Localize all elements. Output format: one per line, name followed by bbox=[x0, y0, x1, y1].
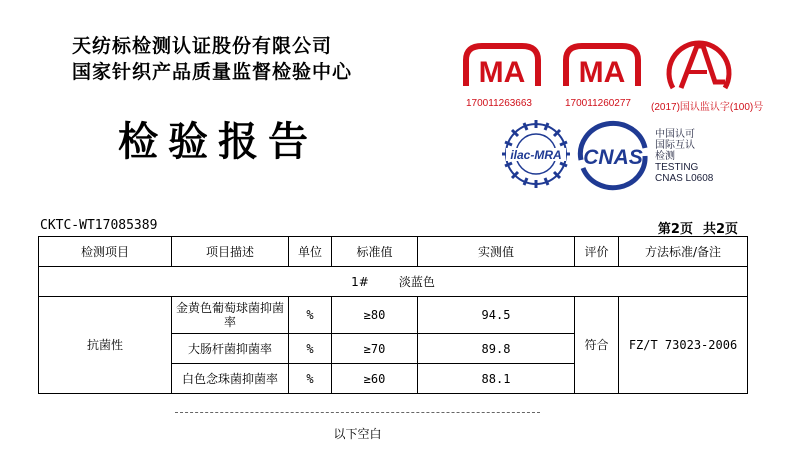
evaluation-cell: 符合 bbox=[575, 297, 619, 394]
cma-logo bbox=[562, 42, 642, 94]
desc-cell: 白色念珠菌抑菌率 bbox=[172, 364, 289, 394]
sample-row bbox=[39, 267, 748, 297]
svg-text:ilac-MRA: ilac-MRA bbox=[510, 148, 562, 162]
col-header: 检测项目 bbox=[39, 237, 172, 267]
measured-cell: 89.8 bbox=[418, 334, 575, 364]
cal-logo bbox=[663, 32, 735, 96]
measured-cell: 88.1 bbox=[418, 364, 575, 394]
cal-number: (2017)国认监认字(100)号 bbox=[651, 102, 764, 113]
sample-id: 1# bbox=[351, 274, 369, 289]
svg-text:CNAS: CNAS bbox=[583, 146, 643, 169]
blank-divider bbox=[175, 412, 540, 413]
table-row bbox=[39, 297, 748, 334]
org-name-line1: 天纺标检测认证股份有限公司 bbox=[72, 35, 333, 57]
ilac-mra-logo bbox=[500, 114, 572, 194]
col-header: 项目描述 bbox=[172, 237, 289, 267]
standard-cell: ≥70 bbox=[332, 334, 418, 364]
col-header: 实测值 bbox=[418, 237, 575, 267]
unit-cell: % bbox=[289, 334, 332, 364]
desc-cell: 大肠杆菌抑菌率 bbox=[172, 334, 289, 364]
org-name-line2: 国家针织产品质量监督检验中心 bbox=[72, 61, 353, 83]
report-title: 检验报告 bbox=[118, 118, 318, 165]
page-current: 第2页 bbox=[657, 222, 693, 237]
svg-text:MA: MA bbox=[478, 56, 526, 89]
cnas-logo bbox=[573, 120, 653, 192]
desc-cell: 金黄色葡萄球菌抑菌率 bbox=[172, 297, 289, 334]
cnas-caption: 中国认可 国际互认 检测 TESTING CNAS L0608 bbox=[655, 129, 714, 184]
measured-cell: 94.5 bbox=[418, 297, 575, 334]
cma-number-1: 170011263663 bbox=[466, 98, 532, 109]
col-header: 标准值 bbox=[332, 237, 418, 267]
sample-name: 淡蓝色 bbox=[398, 274, 435, 289]
cma-logo bbox=[462, 42, 542, 94]
blank-note: 以下空白 bbox=[333, 427, 382, 441]
method-cell: FZ/T 73023-2006 bbox=[619, 297, 748, 394]
sample-cell bbox=[39, 267, 748, 297]
page-info bbox=[658, 218, 738, 237]
unit-cell: % bbox=[289, 297, 332, 334]
standard-cell: ≥60 bbox=[332, 364, 418, 394]
results-table bbox=[38, 236, 748, 394]
unit-cell: % bbox=[289, 364, 332, 394]
report-number: CKTC-WT17085389 bbox=[40, 218, 158, 233]
cma-number-2: 170011260277 bbox=[565, 98, 631, 109]
col-header: 评价 bbox=[575, 237, 619, 267]
col-header: 单位 bbox=[289, 237, 332, 267]
col-header: 方法标准/备注 bbox=[619, 237, 748, 267]
table-header-row bbox=[39, 237, 748, 267]
test-item-cell: 抗菌性 bbox=[39, 297, 172, 394]
standard-cell: ≥80 bbox=[332, 297, 418, 334]
svg-text:MA: MA bbox=[578, 56, 626, 89]
page-total: 共2页 bbox=[702, 222, 738, 237]
